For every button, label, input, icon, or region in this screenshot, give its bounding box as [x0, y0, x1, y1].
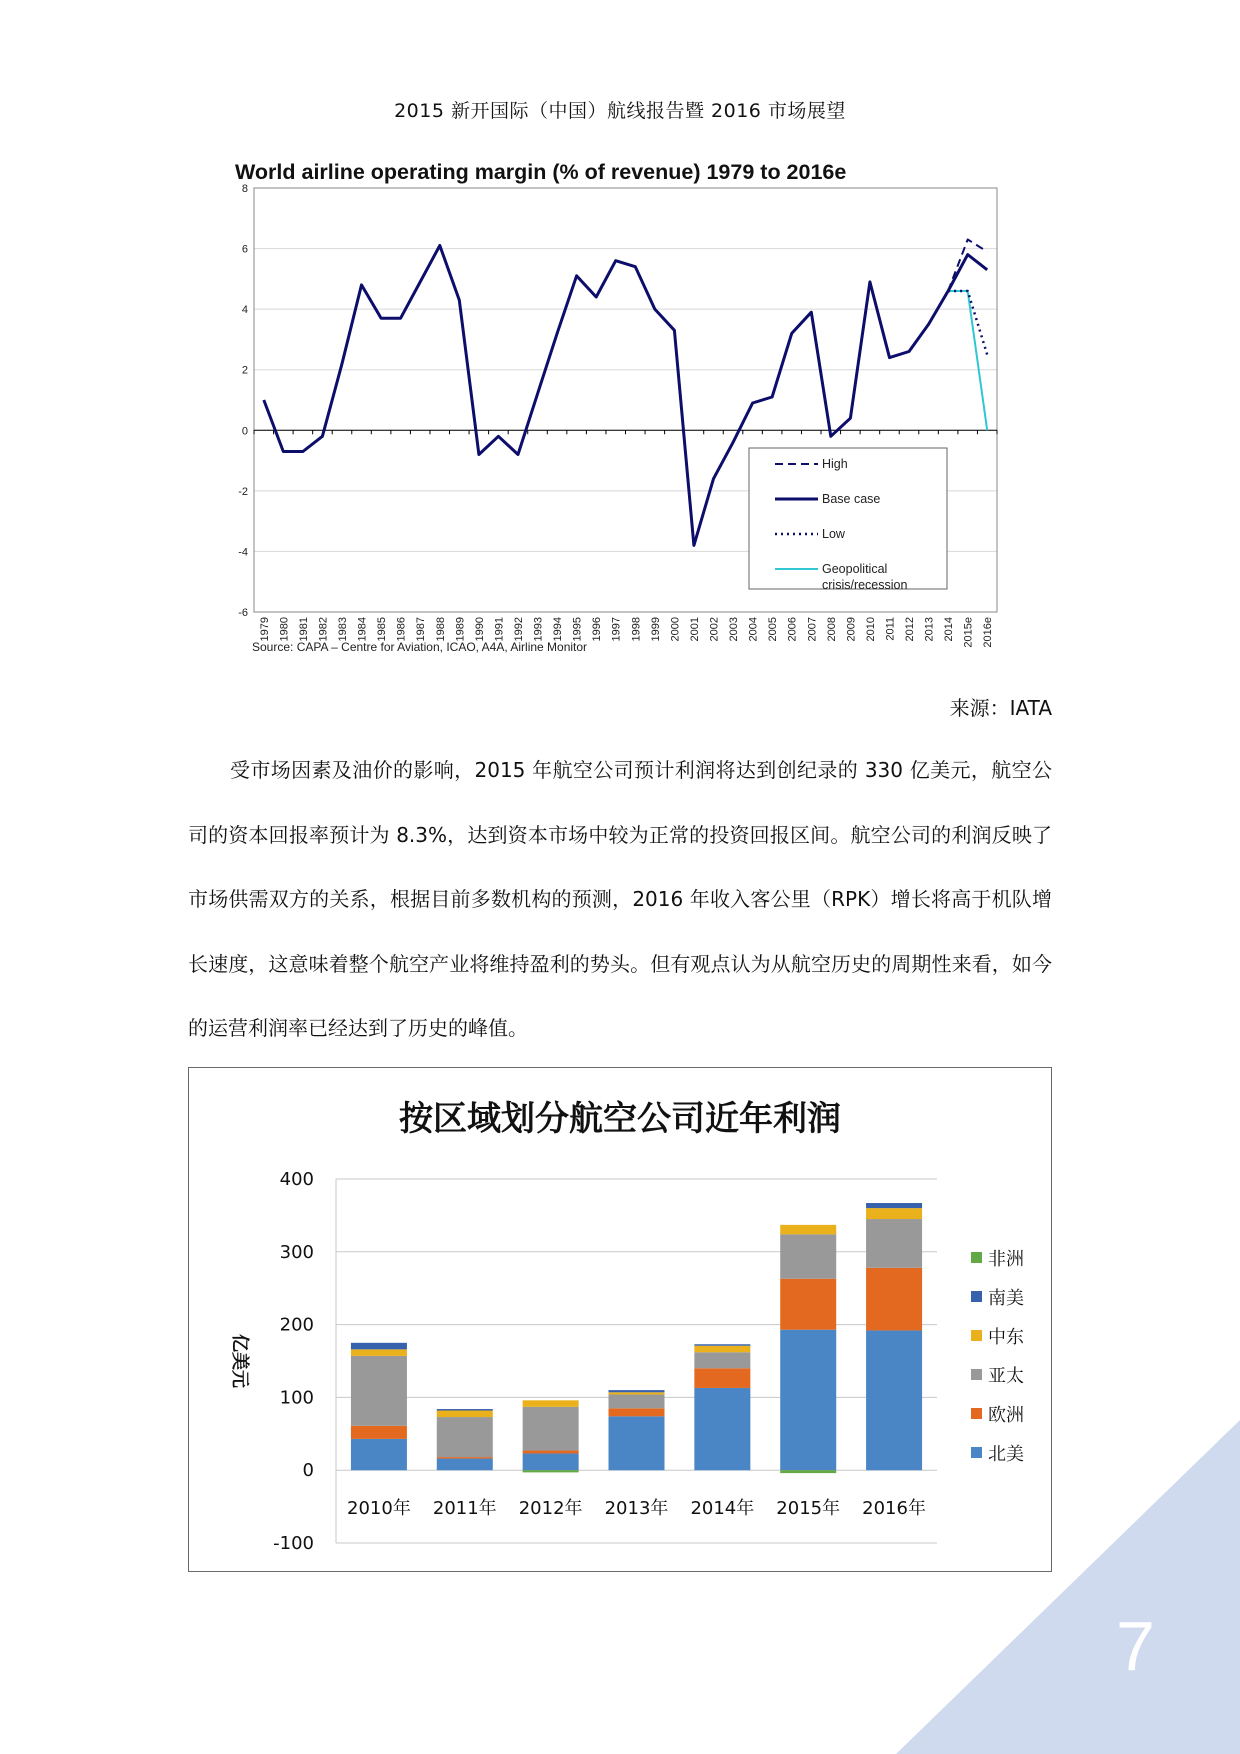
- y-tick-label: 6: [241, 243, 248, 256]
- legend-label: 中东: [988, 1327, 1024, 1348]
- x-tick-label: 1980: [278, 617, 291, 642]
- x-tick-label: 1999: [649, 617, 662, 642]
- x-tick-label: 1991: [493, 617, 506, 642]
- x-tick-label: 2013: [923, 617, 936, 642]
- x-tick-label: 1996: [591, 617, 604, 642]
- y-tick-label: 300: [279, 1241, 314, 1263]
- x-tick-label: 1987: [415, 617, 428, 642]
- legend-label: 南美: [988, 1288, 1024, 1309]
- x-tick-label: 2013年: [604, 1498, 669, 1519]
- x-tick-label: 2008: [825, 617, 838, 642]
- x-tick-label: 1990: [473, 617, 486, 642]
- y-tick-label: 200: [279, 1314, 314, 1336]
- x-tick-label: 1992: [512, 617, 525, 642]
- x-tick-label: 2015e: [962, 617, 975, 648]
- x-tick-label: 2005: [767, 617, 780, 642]
- x-tick-label: 2010年: [347, 1498, 411, 1519]
- x-tick-label: 1994: [552, 617, 565, 642]
- y-tick-label: 0: [302, 1460, 314, 1482]
- y-tick-label: 8: [241, 183, 248, 195]
- y-axis-label: 亿美元: [229, 1334, 250, 1388]
- x-tick-label: 2014: [943, 617, 956, 642]
- y-tick-label: -100: [273, 1533, 314, 1554]
- x-tick-label: 2010: [864, 617, 877, 642]
- x-tick-label: 2006: [786, 617, 799, 642]
- legend-label: 欧洲: [988, 1405, 1024, 1426]
- y-tick-label: -4: [238, 546, 248, 559]
- corner-triangle: [896, 1420, 1240, 1754]
- x-tick-label: 2001: [688, 617, 701, 642]
- legend-label: crisis/recession: [822, 578, 908, 592]
- x-tick-label: 1984: [356, 617, 369, 642]
- x-tick-label: 1989: [454, 617, 467, 642]
- x-tick-label: 2015年: [776, 1498, 841, 1519]
- x-tick-label: 2012: [904, 617, 917, 642]
- x-tick-label: 2003: [728, 617, 741, 642]
- x-tick-label: 2000: [669, 617, 682, 642]
- x-tick-label: 1998: [630, 617, 643, 642]
- x-tick-label: 1983: [336, 617, 349, 642]
- x-tick-label: 1982: [317, 617, 330, 642]
- chart-source: Source: CAPA – Centre for Aviation, ICAO, A4A, Airline Monitor: [252, 640, 588, 654]
- legend-label: 北美: [988, 1444, 1024, 1465]
- y-tick-label: -6: [238, 607, 248, 619]
- paragraph-text: 受市场因素及油价的影响，2015 年航空公司预计利润将达到创纪录的 330 亿美元，航空公司的资本回报率预计为 8.3%，达到资本市场中较为正常的投资回报区间。航空公司的利润反映了市场供需双方的关系，根据目前多数机构的预测，2016 年收入客公里（RPK）增长将高于机队增长速度，这意味着整个航空产业将维持盈利的势头。但有观点认为从航空历史的周期性来看，如今的运营利润率已经达到了历史的峰值。: [188, 758, 1052, 1040]
- y-tick-label: -2: [238, 485, 248, 498]
- legend-label: 非洲: [988, 1249, 1024, 1270]
- y-tick-label: 100: [279, 1387, 314, 1409]
- legend-label: 亚太: [988, 1366, 1024, 1387]
- chart-title: 按区域划分航空公司近年利润: [399, 1099, 841, 1139]
- y-tick-label: 4: [241, 304, 248, 317]
- source-note: 来源：IATA: [949, 696, 1052, 720]
- x-tick-label: 1985: [376, 617, 389, 642]
- x-tick-label: 2004: [747, 617, 760, 642]
- x-tick-label: 2002: [708, 617, 721, 642]
- y-tick-label: 2: [241, 364, 248, 377]
- x-tick-label: 1988: [434, 617, 447, 642]
- x-tick-label: 2014年: [690, 1498, 755, 1519]
- page-number: 7: [1116, 1607, 1155, 1685]
- legend-label: High: [822, 457, 848, 471]
- x-tick-label: 1986: [395, 617, 408, 642]
- page-header: 2015 新开国际（中国）航线报告暨 2016 市场展望: [394, 100, 846, 122]
- x-tick-label: 2007: [806, 617, 819, 642]
- x-tick-label: 2012年: [518, 1498, 583, 1519]
- x-tick-label: 2016e: [982, 617, 995, 648]
- x-tick-label: 2009: [845, 617, 858, 642]
- chart-title: World airline operating margin (% of revenue) 1979 to 2016e: [235, 160, 847, 184]
- legend-label: Base case: [822, 492, 881, 506]
- x-tick-label: 1997: [610, 617, 623, 642]
- x-tick-label: 2016年: [862, 1498, 926, 1519]
- x-tick-label: 2011: [884, 617, 897, 641]
- y-tick-label: 0: [241, 425, 248, 438]
- x-tick-label: 1979: [258, 617, 271, 642]
- x-tick-label: 1995: [571, 617, 584, 642]
- y-tick-label: 400: [279, 1169, 314, 1190]
- x-tick-label: 2011年: [432, 1498, 497, 1519]
- legend-label: Low: [822, 527, 845, 541]
- legend-label: Geopolitical: [822, 562, 888, 576]
- x-tick-label: 1993: [532, 617, 545, 642]
- x-tick-label: 1981: [297, 617, 310, 642]
